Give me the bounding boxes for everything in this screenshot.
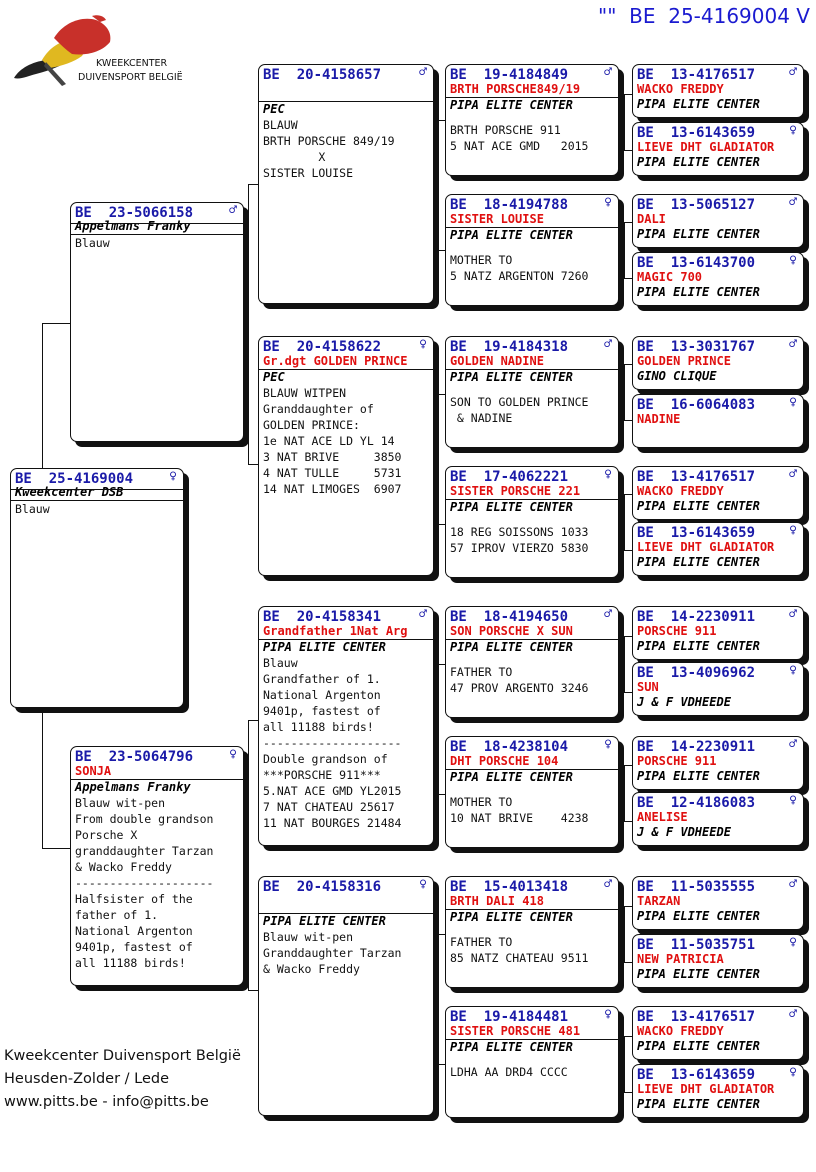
card-dam[interactable] [70, 746, 244, 986]
pigeon-name: NADINE [637, 412, 681, 426]
male-icon: ♂ [789, 65, 797, 80]
ring-number: BE 23-5064796 [75, 749, 194, 765]
notes: LDHA AA DRD4 CCCC [450, 1065, 568, 1079]
card-gen3-3[interactable] [445, 336, 619, 448]
ring-number: BE 18-4194788 [450, 197, 569, 213]
notes: BLAUW WITPEN Granddaughter of GOLDEN PRINCE: 1e NAT ACE LD YL 14 3 NAT BRIVE 3850 4 NAT TULLE 5731 14 NAT LIMOGES 6907 [263, 386, 402, 496]
pigeon-name: DHT PORSCHE 104 [446, 754, 618, 770]
pigeon-name: SON PORSCHE X SUN [446, 624, 618, 640]
ring-number: BE 15-4013418 [450, 879, 569, 895]
owner: PIPA ELITE CENTER [637, 967, 760, 981]
owner: Appelmans Franky [75, 780, 191, 794]
notes: Blauw Grandfather of 1. National Argenton 9401p, fastest of all 11188 birds! -------------------- Double grandson of ***PORSCHE 911*** 5.NAT ACE GMD YL2015 7 NAT CHATEAU 25617 11 NAT BOURGES 21484 [263, 656, 402, 830]
card-gen4-10[interactable] [632, 662, 804, 716]
female-icon: ♀ [789, 663, 797, 678]
owner: PIPA ELITE CENTER [637, 97, 760, 111]
pigeon-name: LIEVE DHT GLADIATOR [637, 140, 775, 154]
card-gen4-14[interactable] [632, 934, 804, 988]
ring-number: BE 14-2230911 [637, 739, 756, 755]
male-icon: ♂ [789, 877, 797, 892]
card-gen4-1[interactable] [632, 64, 804, 118]
card-dam-sire[interactable] [258, 606, 434, 846]
owner: PIPA ELITE CENTER [637, 155, 760, 169]
owner: Kweekcenter DSB [11, 485, 183, 501]
card-gen4-2[interactable] [632, 122, 804, 176]
female-icon: ♀ [789, 253, 797, 268]
card-gen4-12[interactable] [632, 792, 804, 846]
ring-number: BE 13-4176517 [637, 469, 756, 485]
pigeon-name: GOLDEN NADINE [446, 354, 618, 370]
female-icon: ♀ [604, 467, 612, 482]
logo [6, 10, 186, 90]
card-sire[interactable] [70, 202, 244, 442]
male-icon: ♂ [604, 337, 612, 352]
female-icon: ♀ [789, 395, 797, 410]
owner: PIPA ELITE CENTER [637, 909, 760, 923]
ring-number: BE 11-5035555 [637, 879, 756, 895]
ring-number: BE 18-4194650 [450, 609, 569, 625]
footer-contact-link[interactable]: www.pitts.be - info@pitts.be [4, 1094, 209, 1110]
male-icon: ♂ [604, 607, 612, 622]
female-icon: ♀ [419, 877, 427, 892]
female-icon: ♀ [789, 935, 797, 950]
owner: PIPA ELITE CENTER [637, 1097, 760, 1111]
female-icon: ♀ [789, 1065, 797, 1080]
notes: 18 REG SOISSONS 1033 57 IPROV VIERZO 5830 [450, 525, 589, 555]
owner: PIPA ELITE CENTER [450, 98, 573, 112]
female-icon: ♀ [604, 195, 612, 210]
ring-number: BE 23-5066158 [75, 205, 194, 221]
card-gen4-6[interactable] [632, 394, 804, 448]
ring-number: BE 13-6143659 [637, 125, 756, 141]
pigeon-name: NEW PATRICIA [637, 952, 724, 966]
card-gen4-4[interactable] [632, 252, 804, 306]
card-gen4-9[interactable] [632, 606, 804, 660]
notes: Blauw wit-pen Granddaughter Tarzan & Wacko Freddy [263, 930, 402, 976]
ring-number: BE 20-4158657 [263, 67, 382, 83]
ring-number: BE 13-6143700 [637, 255, 756, 271]
card-dam-dam[interactable] [258, 876, 434, 1116]
male-icon: ♂ [419, 607, 427, 622]
ring-number: BE 19-4184481 [450, 1009, 569, 1025]
card-gen4-5[interactable] [632, 336, 804, 390]
male-icon: ♂ [789, 1007, 797, 1022]
owner: PIPA ELITE CENTER [450, 500, 573, 514]
notes: BRTH PORSCHE 911 5 NAT ACE GMD 2015 [450, 123, 589, 153]
male-icon: ♂ [419, 65, 427, 80]
notes: MOTHER TO 10 NAT BRIVE 4238 [450, 795, 589, 825]
owner: PIPA ELITE CENTER [637, 285, 760, 299]
notes: Blauw [15, 502, 50, 516]
pigeon-name: SISTER LOUISE [446, 212, 618, 228]
owner: PEC [263, 370, 285, 384]
pigeon-name: PORSCHE 911 [637, 624, 717, 638]
owner: PIPA ELITE CENTER [450, 640, 573, 654]
card-gen3-5[interactable] [445, 606, 619, 718]
card-gen4-11[interactable] [632, 736, 804, 790]
notes: FATHER TO 47 PROV ARGENTO 3246 [450, 665, 589, 695]
ring-number: BE 25-4169004 [15, 471, 134, 487]
male-icon: ♂ [789, 607, 797, 622]
male-icon: ♂ [604, 65, 612, 80]
male-icon: ♂ [604, 877, 612, 892]
female-icon: ♀ [229, 747, 237, 762]
pigeon-name: LIEVE DHT GLADIATOR [637, 540, 775, 554]
ring-number: BE 13-5065127 [637, 197, 756, 213]
footer-company: Kweekcenter Duivensport België [4, 1048, 241, 1064]
notes: Blauw wit-pen From double grandson Porsche X granddaughter Tarzan & Wacko Freddy -------------------- Halfsister of the father of 1. National Argenton 9401p, fastest of all 11188 birds! [75, 796, 214, 970]
card-gen4-13[interactable] [632, 876, 804, 930]
pigeon-name: SONJA [71, 764, 243, 780]
male-icon: ♂ [229, 203, 237, 218]
pigeon-name: Grandfather 1Nat Arg [259, 624, 433, 640]
owner: PIPA ELITE CENTER [637, 1039, 760, 1053]
ring-number: BE 13-4176517 [637, 67, 756, 83]
ring-number: BE 12-4186083 [637, 795, 756, 811]
female-icon: ♀ [789, 793, 797, 808]
ring-number: BE 14-2230911 [637, 609, 756, 625]
card-gen3-4[interactable] [445, 466, 619, 578]
owner: PIPA ELITE CENTER [450, 770, 573, 784]
logo-line-1: KWEEKCENTER [96, 58, 168, 69]
ring-number: BE 20-4158316 [263, 879, 382, 895]
owner: PIPA ELITE CENTER [450, 228, 573, 242]
card-gen3-1[interactable] [445, 64, 619, 176]
notes: Blauw [75, 236, 110, 250]
notes: FATHER TO 85 NATZ CHATEAU 9511 [450, 935, 589, 965]
male-icon: ♂ [789, 737, 797, 752]
pigeon-name: SUN [637, 680, 659, 694]
owner: PIPA ELITE CENTER [637, 639, 760, 653]
owner: PIPA ELITE CENTER [637, 555, 760, 569]
card-gen4-8[interactable] [632, 522, 804, 576]
pigeon-name: TARZAN [637, 894, 681, 908]
card-sire-sire[interactable] [258, 64, 434, 304]
pigeon-name: SISTER PORSCHE 481 [446, 1024, 618, 1040]
ring-number: BE 13-6143659 [637, 525, 756, 541]
female-icon: ♀ [604, 737, 612, 752]
ring-number: BE 19-4184318 [450, 339, 569, 355]
notes: BLAUW BRTH PORSCHE 849/19 X SISTER LOUISE [263, 118, 395, 180]
card-gen4-16[interactable] [632, 1064, 804, 1118]
footer-location: Heusden-Zolder / Lede [4, 1071, 170, 1087]
owner: PIPA ELITE CENTER [263, 914, 386, 928]
pigeon-name: BRTH DALI 418 [446, 894, 618, 910]
ring-number: BE 20-4158341 [263, 609, 382, 625]
owner: PIPA ELITE CENTER [450, 910, 573, 924]
ring-number: BE 13-6143659 [637, 1067, 756, 1083]
female-icon: ♀ [604, 1007, 612, 1022]
ring-number: BE 11-5035751 [637, 937, 756, 953]
ring-number: BE 13-3031767 [637, 339, 756, 355]
card-gen3-2[interactable] [445, 194, 619, 306]
ring-number: BE 20-4158622 [263, 339, 382, 355]
pigeon-name: WACKO FREDDY [637, 484, 724, 498]
pigeon-name: GOLDEN PRINCE [637, 354, 731, 368]
card-gen3-6[interactable] [445, 736, 619, 848]
pigeon-name: BRTH PORSCHE849/19 [446, 82, 618, 98]
owner: J & F VDHEEDE [637, 825, 731, 839]
logo-line-2: DUIVENSPORT BELGIË [78, 72, 183, 83]
owner: PIPA ELITE CENTER [263, 640, 386, 654]
female-icon: ♀ [169, 469, 177, 484]
pedigree-title: "" BE 25-4169004 V [598, 4, 810, 28]
owner: GINO CLIQUE [637, 369, 717, 383]
female-icon: ♀ [789, 523, 797, 538]
ring-number: BE 17-4062221 [450, 469, 569, 485]
female-icon: ♀ [789, 123, 797, 138]
owner: PEC [263, 102, 285, 116]
ring-number: BE 16-6064083 [637, 397, 756, 413]
owner: J & F VDHEEDE [637, 695, 731, 709]
pigeon-name: MAGIC 700 [637, 270, 703, 284]
male-icon: ♂ [789, 467, 797, 482]
pigeon-name: LIEVE DHT GLADIATOR [637, 1082, 775, 1096]
ring-number: BE 13-4096962 [637, 665, 756, 681]
card-subject[interactable] [10, 468, 184, 708]
owner: PIPA ELITE CENTER [450, 1040, 573, 1054]
owner: Appelmans Franky [71, 219, 243, 235]
pigeon-name: WACKO FREDDY [637, 1024, 724, 1038]
owner: PIPA ELITE CENTER [637, 227, 760, 241]
owner: PIPA ELITE CENTER [637, 769, 760, 783]
pigeon-name: Gr.dgt GOLDEN PRINCE [259, 354, 433, 370]
owner: PIPA ELITE CENTER [450, 370, 573, 384]
ring-number: BE 13-4176517 [637, 1009, 756, 1025]
notes: MOTHER TO 5 NATZ ARGENTON 7260 [450, 253, 589, 283]
pigeon-name: PORSCHE 911 [637, 754, 717, 768]
ring-number: BE 19-4184849 [450, 67, 569, 83]
pigeon-name: SISTER PORSCHE 221 [446, 484, 618, 500]
male-icon: ♂ [789, 337, 797, 352]
card-gen3-7[interactable] [445, 876, 619, 988]
male-icon: ♂ [789, 195, 797, 210]
card-gen4-7[interactable] [632, 466, 804, 520]
card-gen3-8[interactable] [445, 1006, 619, 1118]
card-gen4-3[interactable] [632, 194, 804, 248]
pigeon-name: ANELISE [637, 810, 688, 824]
female-icon: ♀ [419, 337, 427, 352]
ring-number: BE 18-4238104 [450, 739, 569, 755]
owner: PIPA ELITE CENTER [637, 499, 760, 513]
pigeon-name: DALI [637, 212, 666, 226]
card-gen4-15[interactable] [632, 1006, 804, 1060]
notes: SON TO GOLDEN PRINCE & NADINE [450, 395, 589, 425]
card-sire-dam[interactable] [258, 336, 434, 576]
pigeon-name: WACKO FREDDY [637, 82, 724, 96]
